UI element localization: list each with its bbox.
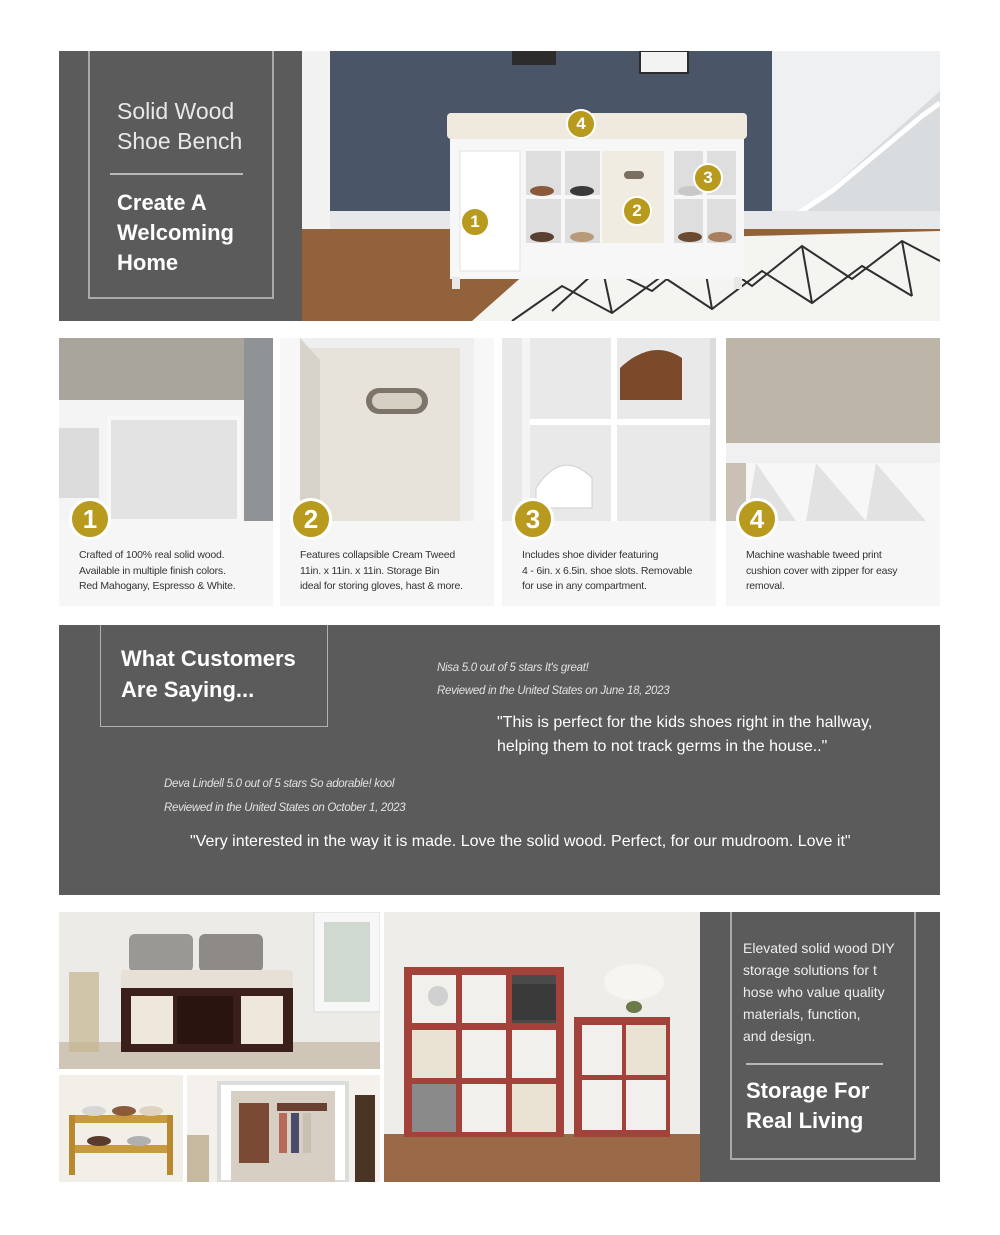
feature-description-line: for use in any compartment. [522, 580, 647, 592]
feature-description-line: Includes shoe divider featuring [522, 549, 659, 561]
feature-card-3 [502, 338, 716, 606]
review-quote [497, 711, 917, 759]
review-quote-line: "Very interested in the way it is made. Love the solid wood. Perfect, for our mudroom. Love it" [190, 833, 851, 850]
feature-description-line: removal. [746, 580, 785, 592]
feature-number-badge: 2 [290, 498, 332, 540]
hero-bench-illustration [302, 51, 940, 321]
storage-description-line: Elevated solid wood DIY [743, 940, 895, 956]
feature-description-line: Red Mahogany, Espresso & White. [79, 580, 236, 592]
feature-description-line: Features collapsible Cream Tweed [300, 549, 456, 561]
review-quote [190, 830, 910, 854]
feature-description-line: cushion cover with zipper for easy [746, 564, 898, 577]
reviews-heading-line: Are Saying... [121, 677, 255, 702]
storage-title [746, 1076, 906, 1136]
review-meta: Nisa 5.0 out of 5 stars It's great! [437, 662, 589, 674]
hero-subtitle-line: Solid Wood [117, 98, 235, 124]
review-meta: Deva Lindell 5.0 out of 5 stars So adorable! kool [164, 778, 395, 790]
storage-title-line: Storage For [746, 1078, 870, 1103]
feature-description [522, 548, 708, 595]
hero-title-line: Home [117, 250, 179, 275]
feature-description-line: 11in. x 11in. x 11in. Storage Bin [300, 564, 440, 577]
storage-description-line: hose who value quality [743, 984, 885, 1000]
storage-divider [746, 1063, 883, 1065]
feature-photo-shoe-divider [502, 338, 716, 521]
review-quote-line: "This is perfect for the kids shoes right in the hallway, [497, 714, 873, 731]
callout-badge: 4 [566, 109, 596, 139]
review-quote-line: helping them to not track germs in the house.." [497, 738, 828, 755]
reviews-heading [121, 643, 321, 705]
feature-photo-bin [280, 338, 494, 521]
review-date: Reviewed in the United States on October 1, 2023 [164, 802, 406, 814]
lifestyle-photo-bench [59, 912, 380, 1069]
feature-photo-cushion [726, 338, 940, 521]
feature-description-line: Available in multiple finish colors. [79, 564, 226, 577]
feature-card-2 [280, 338, 494, 606]
storage-description-line: and design. [743, 1028, 816, 1044]
storage-description-line: storage solutions for t [743, 962, 877, 978]
hero-subtitle-line: Shoe Bench [117, 128, 243, 154]
lifestyle-photo-cubby-shelves [384, 912, 700, 1182]
hero-subtitle [117, 96, 267, 156]
feature-description-line: 4 - 6in. x 6.5in. shoe slots. Removable [522, 564, 693, 577]
reviews-heading-line: What Customers [121, 646, 296, 671]
callout-badge: 3 [693, 163, 723, 193]
callout-badge: 1 [460, 207, 490, 237]
feature-card-4 [726, 338, 940, 606]
feature-description-line: ideal for storing gloves, hast & more. [300, 580, 463, 592]
hero-title-line: Welcoming [117, 220, 234, 245]
callout-badge: 2 [622, 196, 652, 226]
review-date: Reviewed in the United States on June 18, 2023 [437, 685, 670, 697]
hero-bench-photo [302, 51, 940, 321]
feature-description [300, 548, 486, 595]
feature-card-1 [59, 338, 273, 606]
storage-title-line: Real Living [746, 1108, 864, 1133]
feature-description [746, 548, 932, 595]
hero-divider [110, 173, 243, 175]
lifestyle-photo-closet [187, 1075, 380, 1182]
feature-number-badge: 3 [512, 498, 554, 540]
feature-photo-wood [59, 338, 273, 521]
hero-title [117, 188, 267, 278]
lifestyle-photo-rack [59, 1075, 183, 1182]
storage-description [743, 937, 903, 1047]
feature-description-line: Machine washable tweed print [746, 549, 882, 561]
feature-description-line: Crafted of 100% real solid wood. [79, 549, 225, 561]
feature-number-badge: 1 [69, 498, 111, 540]
feature-description [79, 548, 265, 595]
storage-description-line: materials, function, [743, 1006, 861, 1022]
hero-title-line: Create A [117, 190, 207, 215]
feature-number-badge: 4 [736, 498, 778, 540]
